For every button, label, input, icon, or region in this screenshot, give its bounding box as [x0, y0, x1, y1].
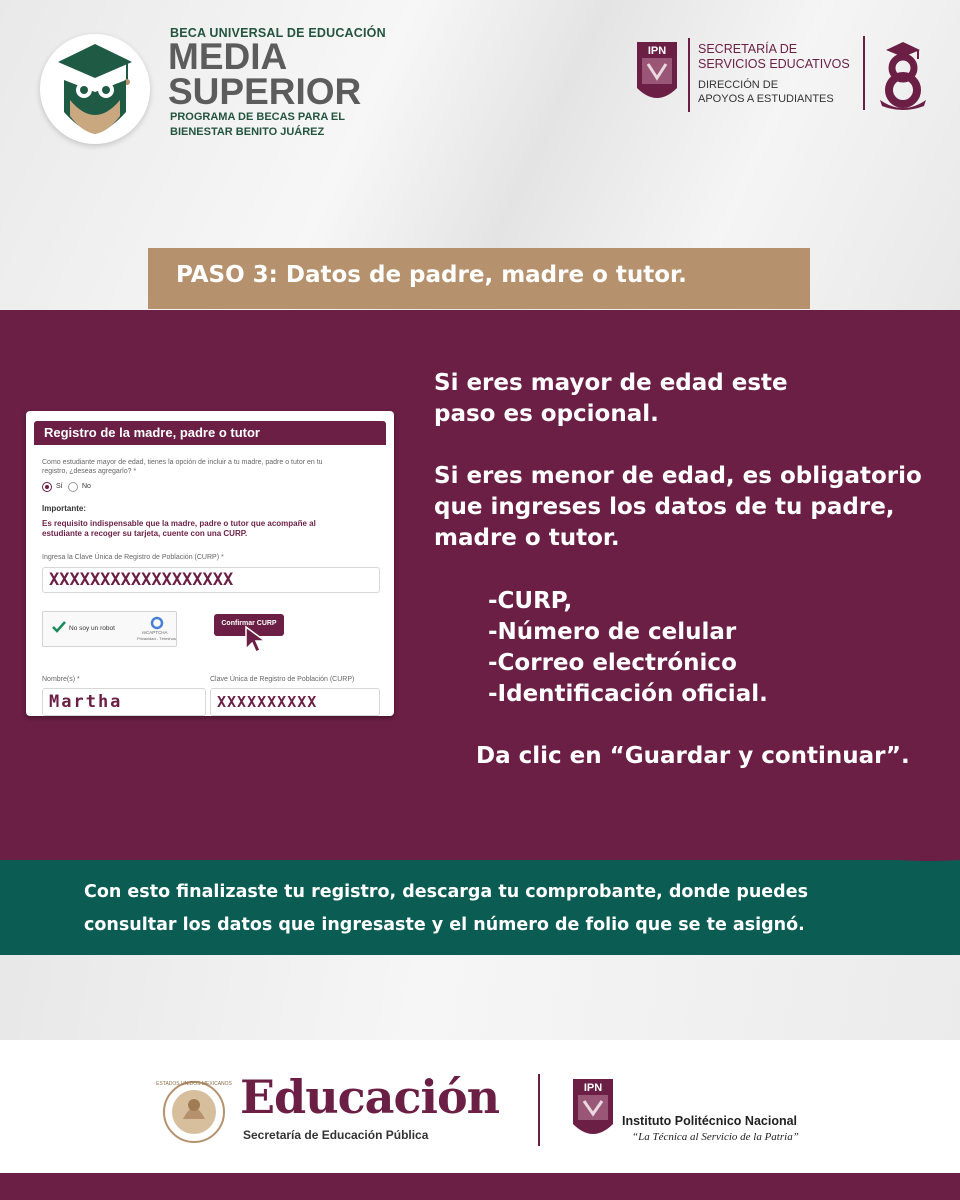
- important-label: Importante:: [42, 504, 86, 513]
- important-text: [42, 519, 316, 539]
- curp-value: XXXXXXXXXXXXXXXXXX: [49, 570, 234, 590]
- info-adult: [434, 368, 788, 430]
- form-screenshot: [26, 411, 394, 716]
- finish-line-2: consultar los datos que ingresaste y el número de folio que se te asignó.: [84, 915, 805, 935]
- programa-label: [170, 110, 345, 140]
- radio-yes[interactable]: [42, 482, 52, 492]
- curp2-value: XXXXXXXXXX: [217, 693, 318, 711]
- finish-text: [84, 876, 808, 942]
- cta-text: Da clic en “Guardar y continuar”.: [476, 743, 910, 769]
- step-title: PASO 3: Datos de padre, madre o tutor.: [176, 262, 687, 288]
- programa-line-1: PROGRAMA DE BECAS PARA EL: [170, 111, 345, 123]
- form-title: Registro de la madre, padre o tutor: [44, 425, 260, 440]
- form-header: [34, 421, 386, 445]
- info-line-5: madre o tutor.: [434, 525, 620, 551]
- secretaria-line-2: SERVICIOS EDUCATIVOS: [698, 57, 850, 71]
- graduation-cap-owl-icon: [40, 34, 150, 144]
- sse-logo-icon: [874, 40, 932, 110]
- info-line-2: paso es opcional.: [434, 401, 659, 427]
- svg-text:ESTADOS UNIDOS MEXICANOS: ESTADOS UNIDOS MEXICANOS: [156, 1081, 232, 1087]
- header-divider: [688, 38, 690, 112]
- recaptcha-box[interactable]: [42, 611, 177, 647]
- svg-text:IPN: IPN: [647, 45, 667, 57]
- mexico-seal-icon: [155, 1075, 233, 1145]
- ipn-name: Instituto Politécnico Nacional: [622, 1114, 798, 1128]
- name-value: Martha: [49, 692, 123, 712]
- direccion-line-1: DIRECCIÓN DE: [698, 79, 779, 91]
- info-line-4: que ingreses los datos de tu padre,: [434, 494, 895, 520]
- captcha-label: No soy un robot: [69, 625, 115, 632]
- form-question: [42, 458, 382, 476]
- important-line-2: estudiante a recoger su tarjeta, cuente con una CURP.: [42, 529, 248, 538]
- captcha-brand: reCAPTCHA: [142, 630, 168, 635]
- info-line-3: Si eres menor de edad, es obligatorio: [434, 463, 922, 489]
- requirement-item: -Número de celular: [488, 619, 737, 645]
- curp-label: Ingresa la Clave Única de Registro de Población (CURP) *: [42, 554, 224, 561]
- header-divider-2: [863, 36, 865, 110]
- requirements-list: [488, 586, 768, 710]
- svg-text:IPN: IPN: [583, 1082, 603, 1094]
- requirement-item: -CURP,: [488, 588, 573, 614]
- superior-label: SUPERIOR: [168, 71, 362, 112]
- media-label: MEDIA: [168, 36, 288, 77]
- direccion-line-2: APOYOS A ESTUDIANTES: [698, 93, 834, 105]
- info-minor: [434, 461, 922, 554]
- finish-line-1: Con esto finalizaste tu registro, descarga tu comprobante, donde puedes: [84, 882, 808, 902]
- recaptcha-icon: [150, 616, 164, 630]
- form-question-line-2: registro, ¿deseas agregarlo? *: [42, 468, 137, 475]
- curp-input[interactable]: [42, 567, 380, 593]
- cursor-arrow-icon: [244, 625, 270, 655]
- footer-divider: [538, 1074, 540, 1146]
- info-line-1: Si eres mayor de edad este: [434, 370, 788, 396]
- important-line-1: Es requisito indispensable que la madre, padre o tutor que acompañe al: [42, 519, 316, 528]
- beca-logo: [40, 34, 150, 144]
- ipn-footer-logo-icon: [570, 1076, 616, 1144]
- sep-label: Secretaría de Educación Pública: [243, 1128, 429, 1142]
- ipn-logo-icon: [634, 38, 680, 108]
- secretaria-line-1: SECRETARÍA DE: [698, 42, 798, 56]
- requirement-item: -Correo electrónico: [488, 650, 737, 676]
- direccion-label: [698, 78, 834, 106]
- radio-no-label: No: [82, 483, 91, 490]
- curp2-input[interactable]: [210, 688, 380, 716]
- requirement-item: -Identificación oficial.: [488, 681, 768, 707]
- programa-line-2: BIENESTAR BENITO JUÁREZ: [170, 126, 325, 138]
- educacion-wordmark: Educación: [240, 1070, 500, 1124]
- confirm-curp-label: Confirmar CURP: [221, 620, 277, 627]
- beca-universal-label: BECA UNIVERSAL DE EDUCACIÓN: [170, 26, 386, 40]
- curp2-label: Clave Única de Registro de Población (CURP): [210, 676, 355, 683]
- ipn-motto: “La Técnica al Servicio de la Patria”: [632, 1131, 799, 1143]
- radio-no[interactable]: [68, 482, 78, 492]
- footer-bar: [0, 1173, 960, 1200]
- secretaria-label: [698, 42, 850, 72]
- form-question-line-1: Como estudiante mayor de edad, tienes la opción de incluir a tu madre, padre o tutor en tu: [42, 459, 323, 466]
- name-input[interactable]: [42, 688, 206, 716]
- captcha-terms: Privacidad - Términos: [137, 636, 176, 641]
- radio-yes-label: Sí: [56, 483, 63, 490]
- checkmark-icon: [51, 620, 67, 634]
- name-label: Nombre(s) *: [42, 676, 80, 683]
